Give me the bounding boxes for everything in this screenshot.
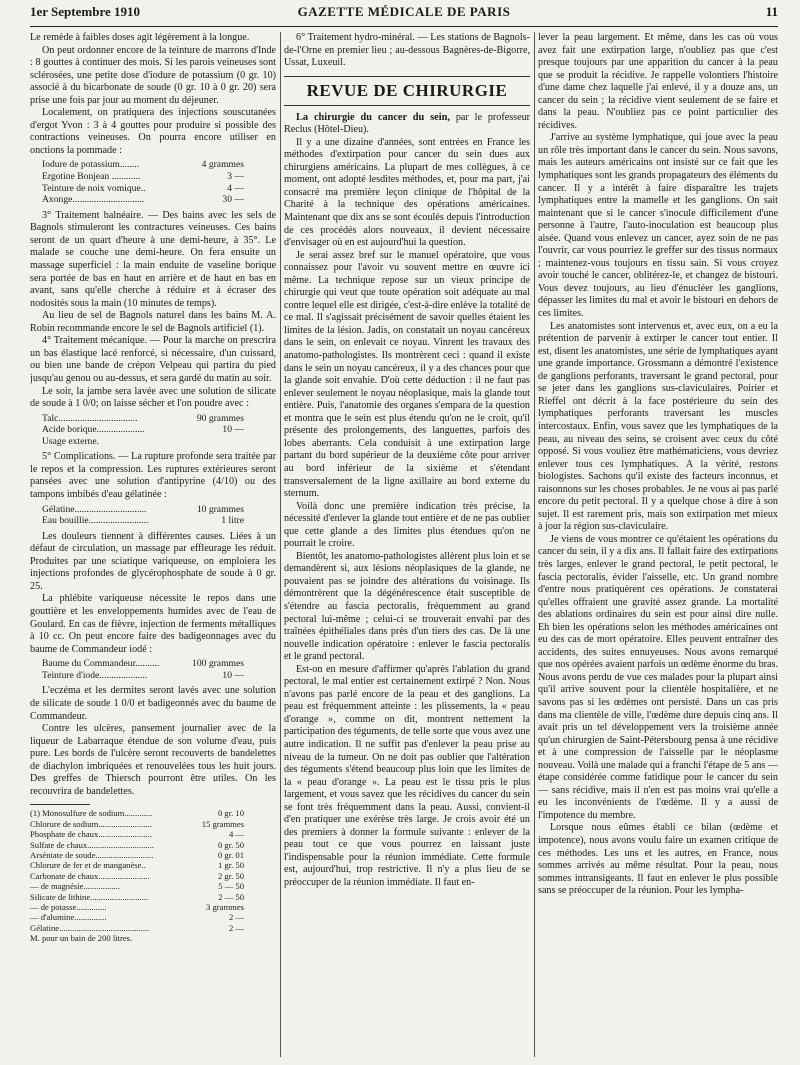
paragraph: 6° Traitement hydro-minéral. — Les stations de Bagnols-de-l'Orne en premier lieu ; au-dessous Bagnères-de-Bigorre, Ussat, Luxeuil. [284,32,530,69]
paragraph: On peut ordonner encore de la teinture de marrons d'Inde : 8 gouttes à continuer des mois. Si les parois veineuses sont sclérosées, une petite dose d'iodure de potassium (0 gr. 10) associé à du bicarbonate de soude (0 gr. 10 à 0 gr. 20) sera prise une fois par jour au moment du déjeuner. [30,44,276,106]
paragraph: Le remède à faibles doses agit légèrement à la longue. [30,32,250,43]
paragraph: Localement, on pratiquera des injections souscutanées d'ergot Yvon : 3 à 4 gouttes pour produire si possible des contractions veineuses. On pourra encore utiliser en onctions la pommade : [30,107,276,156]
paragraph: Les douleurs tiennent à différentes causes. Liées à un défaut de circulation, un massage par effleurage les réduit. Produites par une sciatique variqueuse, on emploiera les injections profondes de glycérophosphate de soude à 0 gr. 25. [30,530,276,592]
recipe-row: Teinture d'iode.................... 10 — [42,669,244,681]
header-rule [30,26,778,27]
footnote-row: — de magnésie................. 5 — 50 [30,881,244,892]
paragraph: Je serai assez bref sur le manuel opératoire, que vous connaissez pour l'avoir vu souvent mettre en œuvre ici même. La technique repose sur un vieux principe de chirurgie qui veut que toute opération soit adéquate au mal contre lequel elle est dirigée, c'est-à-dire enlève la totalité de ce mal. Il s'agissait précisément de savoir quelles étaient les limites de la lésion. Jadis, on constatait un noyau cancéreux dans le sein, on enlevait ce noyau. Vinrent les travaux des anatomo-pathologistes. Ils montrèrent ceci : quand il existe dans le sein un noyau cancéreux, il y a des chances pour que la glande soit envahie. D'où cette déduction : il ne faut pas enlever seulement le noyau néoplasique, mais la glande tout entière. Puis, l'anatomie des organes s'empara de la question et montra que le sein est plus étendu qu'on ne le croit, qu'il présente des prolongements, des languettes, parfois des lobes aberrants. Cela conduisit à une extirpation large partant du bord supérieur de la deuxième côte pour arriver au bord inférieur de la sixième et s'étendant transversalement de la ligne axillaire au bord externe du sternum. [284,249,530,500]
footnote [30,808,276,943]
article-title: La chirurgie du cancer du sein, [296,111,450,123]
column-1 [30,32,276,1057]
paragraph: Lorsque nous eûmes établi ce bilan (œdème et impotence), nous avons voulu faire un examen critique de ces méthodes. Les uns et les autres, en France, nous sommes arrivés au même résultat. Pour la peau, nous sommes intransigeants. Il faut en enlever le plus possible sans se préoccuper de la réunion. Pour les lympha- [538,822,778,897]
footnote-row: — d'alumine............... 2 — [30,912,244,923]
column-divider [280,32,281,1057]
recipe-row: Acide borique.................... 10 — [42,424,244,436]
paragraph: lever la peau largement. Et même, dans les cas où vous avez fait une extirpation large, n'oubliez pas que c'est presque toujours par une apparition du cancer à la peau que se produit la récidive. Je rappelle volontiers l'histoire d'une dame chez laquelle j'ai enlevé, il y a douze ans, un cancer du sein ; la récidive vient seulement de se faire et dans la peau. N'oubliez pas ce point particulier des récidives. [538,32,778,131]
article-byline: par le professeur Reclus (Hôtel-Dieu). [284,111,530,136]
recipe-row: Eau bouillie......................... 1 litre [42,515,244,527]
recipe-note: Usage externe. [42,435,100,447]
recipe-baume [42,658,276,681]
paragraph: La phlébite variqueuse nécessite le repos dans une gouttière et les enveloppements humides avec de l'eau de Goulard. En cas de fièvre, injection de ferments métalliques à 10 cc. On peut encore faire des badigeonnages avec du baume de Commandeur iodé : [30,593,276,655]
recipe-eau-gelatinee [42,504,276,527]
column-2 [284,32,530,1057]
paragraph: Au lieu de sel de Bagnols naturel dans les bains M. A. Robin recommande encore le sel de Bagnols artificiel (1). [30,310,276,334]
footnote-row: Carbonate de chaux........................ 2 gr. 50 [30,870,244,881]
footnote-row: Sulfate de chaux............................... 0 gr. 50 [30,839,244,850]
paragraph: 3° Traitement balnéaire. — Des bains avec les sels de Bagnols stimuleront les contractures veineuses. Ces bains seront de un quart d'heure à une demi-heure, à 35°. Le malade se couche une demi-heure. On fera ensuite un massage superficiel : la main enduite de vaseline borique sera portée de bas en haut en arrière et de haut en bas en avant, sans qu'elle cherche à réduire et à écraser des nodosités sous la main (10 minutes de temps). [30,209,276,309]
paragraph: Je viens de vous montrer ce qu'étaient les opérations du cancer du sein, il y a dix ans. Il fallait faire des extirpations très larges, enlever le grand pectoral, le petit pectoral, le fascia pectoralis, évider l'aisselle, etc. Un grand nombre d'entre nous pratiquèrent ces opérations. Je constaterai qu'elles offraient une gravité assez grande. La mortalité des ablations ordinaires du sein est pour ainsi dire nulle. Eh bien les opérations selon les méthodes américaines ont eu des cas de mort opératoire. Elles peuvent entraîner des accidents, des suites ennuyeuses. Nous avons remarqué que nos opérées avaient parfois un œdème énorme du bras. Nous avons perdu de vue ces malades pour la plupart ainsi qu'il arrive souvent pour la clientèle hospitalière, et ne savons pas si les œdèmes ont persisté. Dans un cas pris dans ma clientèle de ville, l'œdème dure depuis cinq ans. Il avait pris un tel développement vers la troisième année qu'un chirurgien de Saint-Pétersbourg pensa à une récidive et à une compression de l'aisselle par le néoplasme nouveau. Voilà une malade qui a franchi l'étape de 5 ans — étape considérée comme fatidique pour le cancer du sein — sans récidive, mais il n'en est pas moins vrai qu'elle a eu les inconvénients de l'œdème. Il y a aussi de l'impotence du membre. [538,533,778,821]
recipe-row: Axonge.............................. 30 — [42,194,244,206]
footnote-end: M. pour un bain de 200 litres. [30,933,133,944]
paragraph: 5° Complications. — La rupture profonde sera traitée par le repos et la compression. Les ruptures extérieures seront pansées avec une solution d'antipyrine (4/10) ou des tampons imbibés d'eau gélatinée : [30,451,276,501]
footnote-row: Arséniate de soude........................... 0 gr. 01 [30,849,244,860]
recipe-pommade [42,159,276,205]
header-journal-title: GAZETTE MÉDICALE DE PARIS [297,4,511,19]
recipe-row: Teinture de noix vomique.. 4 — [42,182,244,194]
paragraph: Il y a une dizaine d'années, sont entrées en France les méthodes d'extirpation pour cancer du sein dues aux chirurgiens américains. La plupart de mes collègues, à ce moment, ont adopté lesdites méthodes, et, pour ma part, j'ai consacré ma première leçon clinique de l'hôpital de la Charité à la technique des opérations américaines. Maintenant que dix ans se sont écoulés depuis l'introduction de ces procédés alors nouveaux, il devient nécessaire d'envisager où en est aujourd'hui la question. [284,136,530,249]
footnote-row: Gélatine.......................................... 2 — [30,922,244,933]
footnote-row: Silicate de lithine........................... 2 — 50 [30,891,244,902]
column-3 [538,32,778,1057]
recipe-row: Iodure de potassium........ 4 grammes [42,159,244,171]
paragraph: Le soir, la jambe sera lavée avec une solution de silicate de soude à 1 0/0; on laisse sécher et l'on poudre avec : [30,385,276,410]
paragraph: L'eczéma et les dermites seront lavés avec une solution de silicate de soude 1 0/0 et badigeonnés avec du baume de Commandeur. [30,685,276,722]
footnote-row: Chlorure de fer et de manganèse.. 1 gr. 50 [30,860,244,871]
paragraph: Bientôt, les anatomo-pathologistes allèrent plus loin et se demandèrent si, aux lésions néoplasiques de la glande, ne pouvaient pas se joindre des altérations du voisinage. Ils démontrèrent que la dégénérescence était susceptible de s'étendre au fascia pectoralis, fréquemment au grand pectoral lui-même ; celui-ci se trouverait envahi par des traînées épithéliales dans près d'un tiers des cas. De là une nouvelle indication opératoire : enlever le fascia pectoralis et le grand pectoral. [284,550,530,663]
header-page-number: 11 [765,4,778,19]
running-header [30,4,778,26]
paragraph: Voilà donc une première indication très précise, la nécessité d'enlever la glande tout entière et de ne pas oublier que cette glande a des limites plus étendues qu'on ne pourrait le croire. [284,500,530,550]
paragraph: Contre les ulcères, pansement journalier avec de la liqueur de Labarraque étendue de son volume d'eau, puis pure. Les bords de l'ulcère seront recouverts de bandelettes de diachylon imbriquées et renouvelées tous les huit jours. Des greffes de Thiersch pourront être utiles. On les recouvrira de bandelettes. [30,723,276,797]
header-date: 1er Septembre 1910 [30,4,140,19]
recipe-row: Baume du Commandeur.......... 100 grammes [42,658,244,670]
paragraph: J'arrive au système lymphatique, qui joue avec la peau un rôle très important dans le cancer du sein. Nous savons, mais les auteurs américains ont insisté sur ce fait que les lymphatiques sont les grands propagateurs des éléments du cancer. Il y a intérêt à faire disparaître les trajets lymphatiques entre la mamelle et les ganglions. On sait maintenant que si le cancer s'inocule difficilement d'une personne à l'autre, l'auto-inoculation est beaucoup plus aisée. Quand vous enlevez un cancer, ayez soin de ne pas l'ouvrir, car vous pourriez le greffer sur des tissus normaux ; maintenez-vous toujours en tissu sain. Si vous croyez avoir touché le cancer, oblitérez-le, et changez de bistouri. Vous devez toujours, au lieu d'énucléer les ganglions, dépasser les limites du mal et avoir le bistouri en dehors de ces limites. [538,132,778,320]
footnote-row: (1) Monosulfure de sodium............. 0 gr. 10 [30,808,244,819]
footnote-row: — de potasse.............. 3 grammes [30,901,244,912]
paragraph: Les anatomistes sont intervenus et, avec eux, on a eu la prétention de parvenir à extirper le cancer tout entier. Il est, disent les anatomistes, une série de lymphatiques ayant une grande importance. Grossmann a démontré l'existence de ganglions perforants, traversant le grand pectoral, pour se jeter dans les ganglions sus-claviculaires. Poirier et Rieffel ont décrit à la face postérieure du sein des lymphatiques perforants traversant les muscles intercostaux. Enfin, vous savez que les lymphatiques de la peau, au niveau des seins, se croisent avec ceux du côté opposé. Si vous vouliez être mathématiciens, vous devriez enlever tous ces lymphatiques. A la vérité, restons biologistes. Sachons qu'il existe des facteurs inconnus, et raisonnons sur les choses probables. Je ne vous ai pas parlé encore du petit pectoral. Il y a quelque chose à dire à son sujet. Il est rarement pris, mais son extirpation met mieux à jour la région sus-claviculaire. [538,320,778,533]
article-heading [284,112,530,137]
column-divider [534,32,535,1057]
recipe-row: Talc................................. 90 grammes [42,412,244,424]
recipe-poudre [42,413,276,448]
footnote-row: Chlorure de sodium......................... 15 grammes [30,818,244,829]
recipe-row: Gélatine.............................. 10 grammes [42,503,244,515]
footnote-rule [30,804,90,805]
footnote-row: Phosphate de chaux......................... 4 — [30,829,244,840]
recipe-row: Ergotine Bonjean ............ 3 — [42,171,244,183]
section-title: REVUE DE CHIRURGIE [284,76,530,106]
paragraph: Est-on en mesure d'affirmer qu'après l'ablation du grand pectoral, le mal entier est certainement extirpé ? Non. Nous n'avons pas parlé encore de la peau et des ganglions. La peau est fréquemment atteinte : les plissements, la « peau d'orange », comme on dit, montrent nettement la participation des téguments, de telle sorte que vous avez une autre indication. Il ne suffit pas d'enlever la peau prise au niveau de la tumeur. On ne doit pas oublier que l'altération des téguments s'étend beaucoup plus loin que les limites de la « peau d'orange ». La peau est le tissu pris le plus largement, et vous savez que les récidives du cancer du sein se font très fréquemment dans la peau. Aussi, convient-il d'en pratiquer une exérèse très large. Je crois avoir été un des premiers à donner la formule suivante : enlever de la peau tout ce que vous pourrez en laissant juste l'indispensable pour la réunion immédiate. Cette formule est, aujourd'hui, trop restrictive. Il n'y a plus lieu de se préoccuper de la réunion immédiate. Il faut en- [284,663,530,888]
paragraph: 4° Traitement mécanique. — Pour la marche on prescrira un bas élastique lacé renforcé, si nécessaire, d'un cuissard, ou bien une bande de crépon Velpeau qui partira du pied jusqu'au genou ou au-dessus, et sera gardé du matin au soir. [30,335,276,384]
